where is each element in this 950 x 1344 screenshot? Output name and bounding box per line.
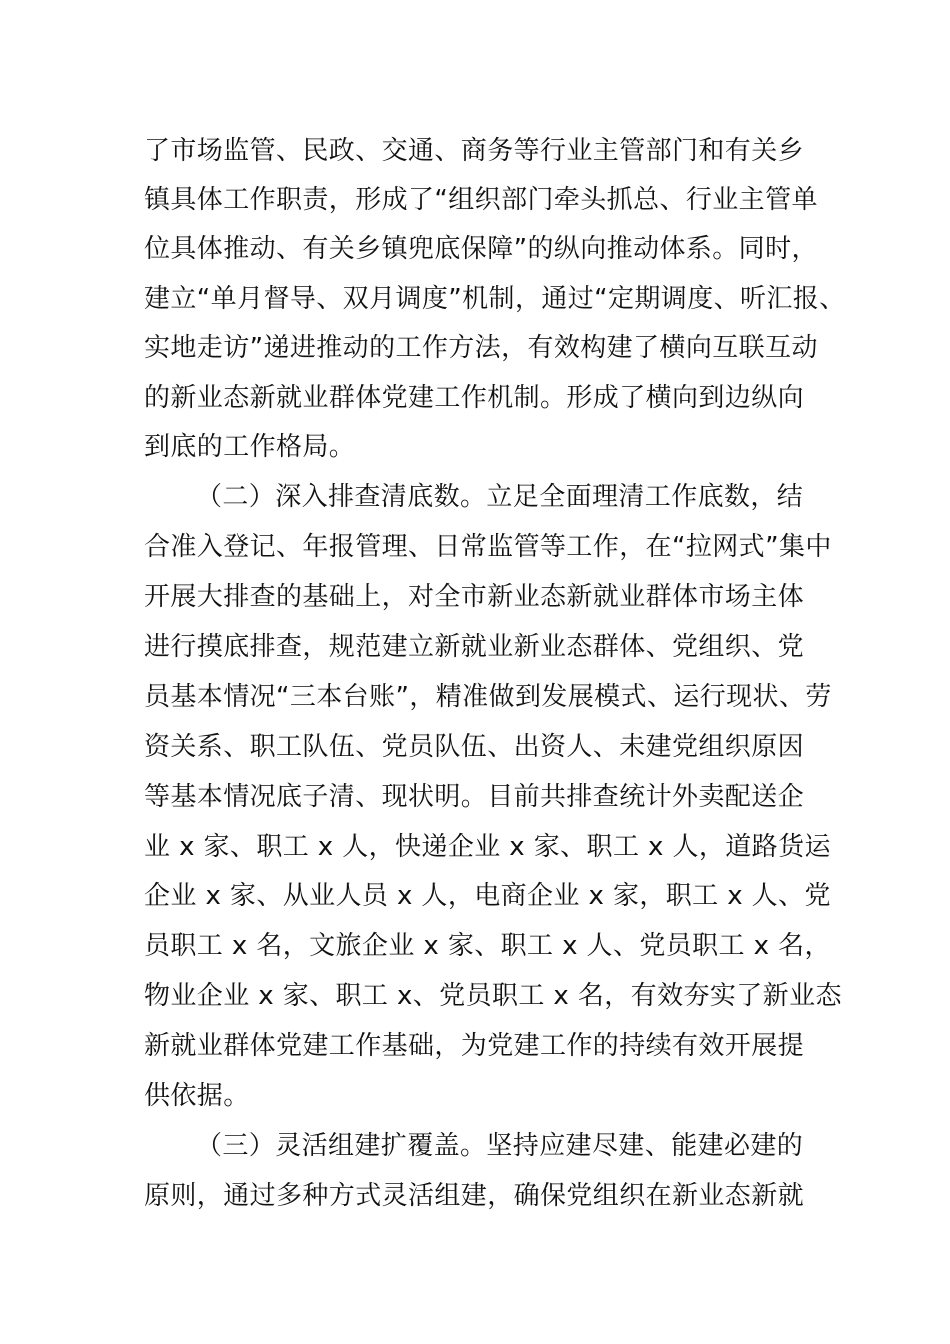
text-line: 业 x 家、职工 x 人，快递企业 x 家、职工 x 人，道路货运 bbox=[144, 832, 831, 862]
text-line: 合准入登记、年报管理、日常监管等工作，在“拉网式”集中 bbox=[144, 532, 832, 562]
text-line: 员基本情况“三本台账”，精准做到发展模式、运行现状、劳 bbox=[144, 682, 832, 712]
text-line: 新就业群体党建工作基础，为党建工作的持续有效开展提 bbox=[144, 1031, 805, 1061]
text-line: 供依据。 bbox=[144, 1081, 250, 1111]
text-line: 原则，通过多种方式灵活组建，确保党组织在新业态新就 bbox=[144, 1181, 805, 1211]
text-line: 开展大排查的基础上，对全市新业态新就业群体市场主体 bbox=[144, 582, 805, 612]
text-line: 建立“单月督导、双月调度”机制，通过“定期调度、听汇报、 bbox=[144, 284, 846, 314]
section-heading-line: （二）深入排查清底数。立足全面理清工作底数，结 bbox=[196, 482, 804, 512]
text-line: 镇具体工作职责，形成了“组织部门牵头抓总、行业主管单 bbox=[144, 185, 818, 215]
section-heading-line: （三）灵活组建扩覆盖。坚持应建尽建、能建必建的 bbox=[196, 1131, 804, 1161]
text-line: 的新业态新就业群体党建工作机制。形成了横向到边纵向 bbox=[144, 383, 805, 413]
text-line: 员职工 x 名，文旅企业 x 家、职工 x 人、党员职工 x 名， bbox=[144, 931, 831, 961]
text-line: 位具体推动、有关乡镇兜底保障”的纵向推动体系。同时， bbox=[144, 234, 818, 264]
text-line: 进行摸底排查，规范建立新就业新业态群体、党组织、党 bbox=[144, 632, 805, 662]
text-line: 物业企业 x 家、职工 x、党员职工 x 名，有效夯实了新业态 bbox=[144, 981, 842, 1011]
text-line: 实地走访”递进推动的工作方法，有效构建了横向互联互动 bbox=[144, 333, 818, 363]
text-line: 到底的工作格局。 bbox=[144, 432, 356, 462]
text-line: 企业 x 家、从业人员 x 人，电商企业 x 家，职工 x 人、党 bbox=[144, 881, 831, 911]
text-line: 了市场监管、民政、交通、商务等行业主管部门和有关乡 bbox=[144, 136, 805, 166]
text-line: 资关系、职工队伍、党员队伍、出资人、未建党组织原因 bbox=[144, 732, 805, 762]
text-line: 等基本情况底子清、现状明。目前共排查统计外卖配送企 bbox=[144, 782, 805, 812]
